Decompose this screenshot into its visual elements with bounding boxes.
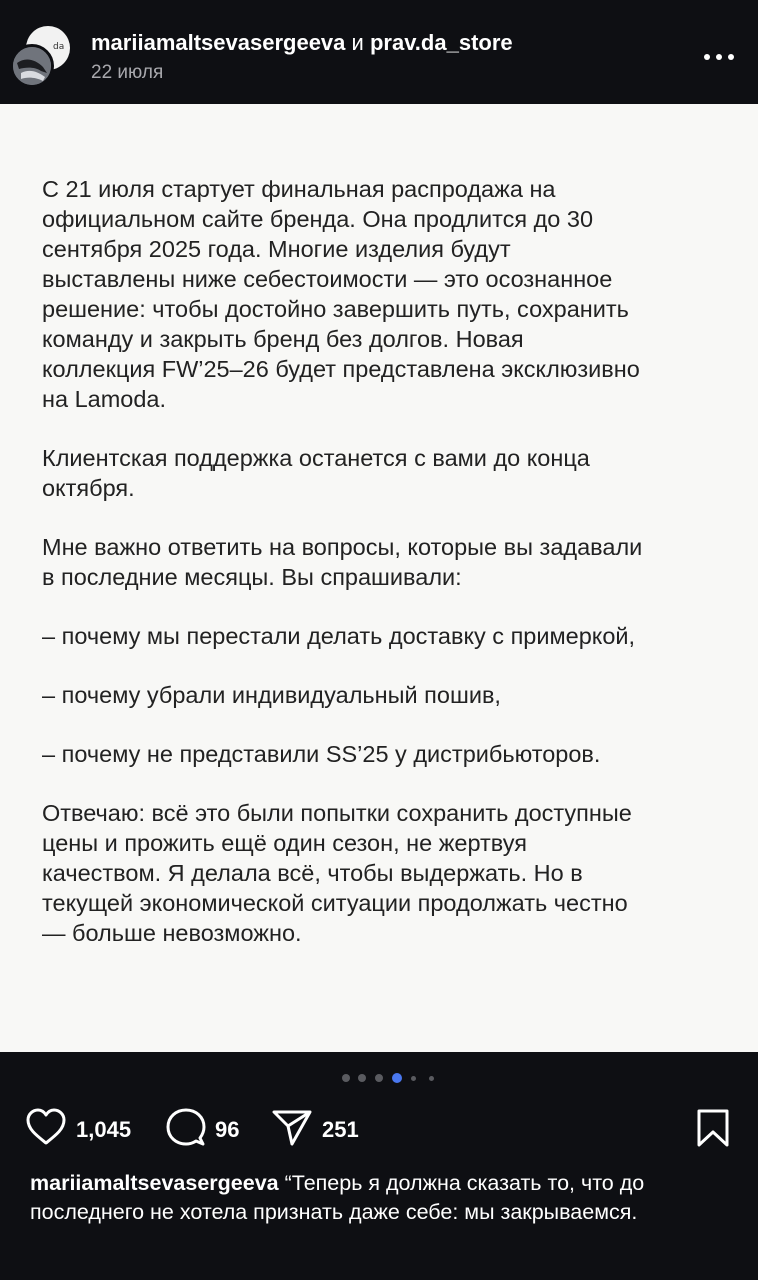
more-dots-icon[interactable]: [702, 42, 736, 72]
author-primary-link[interactable]: mariiamaltsevasergeeva: [91, 30, 346, 55]
share-button[interactable]: [272, 1108, 372, 1148]
share-count: 251: [322, 1117, 359, 1142]
post-paragraph: – почему не представили SS’25 у дистрибьюторов.: [42, 741, 601, 767]
carousel-dot: [429, 1076, 434, 1081]
post-paragraph: Отвечаю: всё это были попытки сохранить доступные цены и прожить ещё один сезон, не жертвуя качеством. Я делала всё, чтобы выдержать. Но в текущей экономической ситуации продолжать честно — больше невозможно.: [42, 800, 632, 946]
caption-username[interactable]: mariiamaltsevasergeeva: [30, 1171, 279, 1195]
caption-text: “Теперь я должна сказать то, что до последнего не хотела признать даже себе: мы закрываемся.: [30, 1171, 645, 1224]
carousel-dot: [392, 1073, 402, 1083]
post-paragraph: Клиентская поддержка останется с вами до конца октября.: [42, 445, 590, 501]
comment-button[interactable]: [166, 1108, 256, 1148]
post-paragraph: – почему убрали индивидуальный пошив,: [42, 682, 501, 708]
like-button[interactable]: [26, 1108, 146, 1148]
avatar-secondary-text: da: [53, 42, 65, 52]
comment-bubble-icon: [166, 1108, 206, 1148]
avatar-primary[interactable]: [10, 44, 54, 88]
post-header: [0, 0, 758, 104]
carousel-dot: [375, 1074, 383, 1082]
author-secondary-link[interactable]: prav.da_store: [369, 30, 513, 55]
heart-icon: [26, 1108, 66, 1148]
action-bar: [0, 1100, 758, 1156]
post-image[interactable]: [0, 104, 758, 1052]
bookmark-icon: [696, 1108, 730, 1148]
author-conjunction: и: [351, 30, 364, 55]
carousel-dot: [342, 1074, 350, 1082]
post-paragraph: Мне важно ответить на вопросы, которые вы задавали в последние месяцы. Вы спрашивали:: [42, 534, 643, 590]
paper-plane-icon: [272, 1108, 312, 1148]
avatar-group[interactable]: [10, 26, 70, 86]
post-paragraph: С 21 июля стартует финальная распродажа на официальном сайте бренда. Она продлится до 30 сентября 2025 года. Многие изделия будут выставлены ниже себестоимости — это осознанное решение: чтобы достойно завершить путь, сохранить команду и закрыть бренд без долгов. Новая коллекция FW’25–26 будет представлена эксклюзивно на Lamoda.: [42, 176, 640, 412]
post-text: [42, 174, 732, 977]
post-caption: [30, 1169, 740, 1227]
comment-count: 96: [215, 1117, 240, 1142]
like-count: 1,045: [76, 1117, 132, 1142]
avatar-photo-icon: [13, 47, 51, 85]
carousel-dot: [411, 1076, 416, 1081]
post-date: 22 июля: [91, 62, 164, 83]
post-paragraph: – почему мы перестали делать доставку с примеркой,: [42, 623, 636, 649]
carousel-dot: [358, 1074, 366, 1082]
save-button[interactable]: [696, 1108, 730, 1148]
author-line: [91, 30, 513, 56]
carousel-indicator: [0, 1072, 758, 1084]
